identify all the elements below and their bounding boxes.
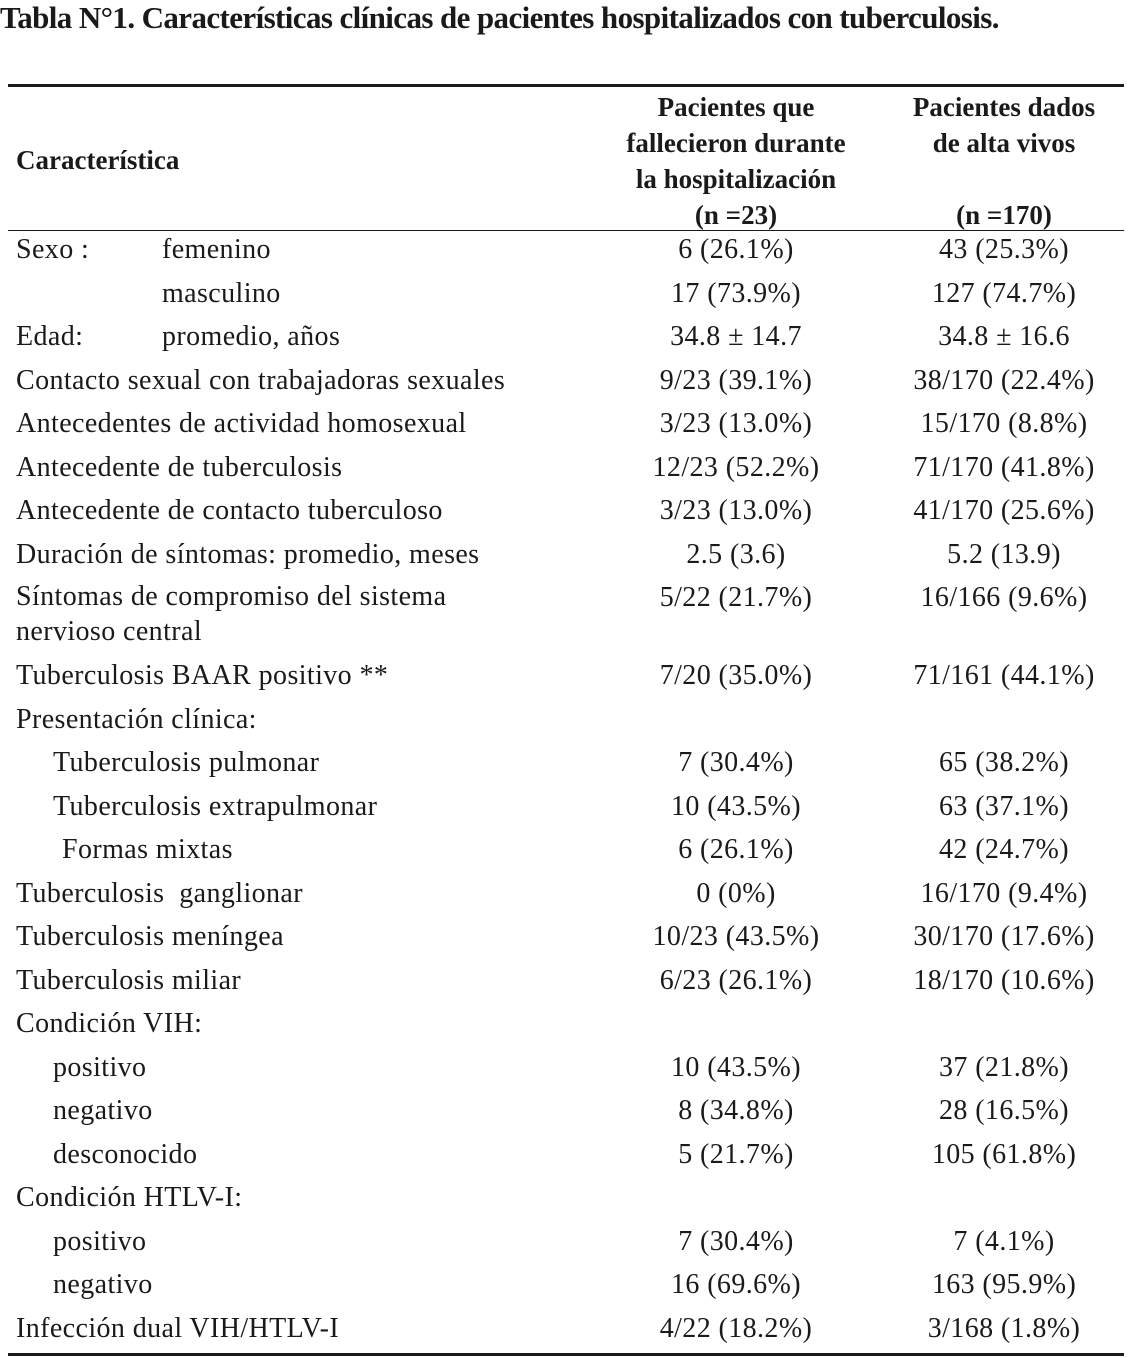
- header-alive-gap: [884, 161, 1124, 197]
- row-label: Duración de síntomas: promedio, meses: [16, 538, 480, 570]
- table-row: [0, 1136, 1144, 1180]
- header-alive-patients: [884, 89, 1124, 233]
- cell-alive: 28 (16.5%): [939, 1095, 1069, 1126]
- cell-died: 4/22 (18.2%): [659, 1312, 813, 1344]
- row-label: negativo: [53, 1095, 153, 1126]
- top-rule: [8, 84, 1124, 87]
- cell-died: 10/23 (43.5%): [652, 921, 820, 952]
- table-row: [0, 318, 1144, 362]
- cell-alive: 63 (37.1%): [939, 790, 1069, 822]
- cell-died: 8 (34.8%): [678, 1095, 794, 1126]
- table-row: [0, 405, 1144, 449]
- row-label-text: Sexo :: [16, 234, 90, 265]
- row-label: Antecedente de contacto tuberculoso: [16, 495, 443, 526]
- table-row: [0, 1266, 1144, 1310]
- table-row: [0, 788, 1144, 832]
- row-label: [16, 231, 576, 269]
- row-label: [16, 318, 576, 356]
- table-row: [0, 1092, 1144, 1136]
- row-label: negativo: [53, 1269, 153, 1300]
- row-label: Tuberculosis ganglionar: [16, 877, 303, 909]
- header-died-line: la hospitalización: [635, 164, 837, 194]
- row-label: Síntomas de compromiso del sistema nervioso central: [16, 581, 447, 647]
- cell-died: 7/20 (35.0%): [659, 660, 813, 691]
- cell-alive: 41/170 (25.6%): [913, 495, 1095, 526]
- cell-alive: 34.8 ± 16.6: [938, 321, 1070, 352]
- row-label: Antecedente de tuberculosis: [16, 451, 343, 483]
- table-row: [0, 657, 1144, 701]
- cell-died: 6 (26.1%): [678, 234, 794, 265]
- header-characteristic: Característica: [16, 145, 180, 175]
- header-alive-line: de alta vivos: [932, 128, 1076, 158]
- row-group-label: Condición VIH:: [16, 1008, 203, 1039]
- header-alive-line: (n =170): [956, 200, 1052, 230]
- row-label: positivo: [53, 1051, 147, 1083]
- table-row: [0, 492, 1144, 536]
- cell-alive: 43 (25.3%): [939, 234, 1069, 265]
- table-row: [0, 875, 1144, 919]
- cell-died: 7 (30.4%): [678, 1225, 794, 1257]
- cell-alive: 15/170 (8.8%): [920, 408, 1088, 439]
- table-row: [0, 962, 1144, 1006]
- cell-alive: 7 (4.1%): [953, 1225, 1055, 1257]
- cell-alive: 71/170 (41.8%): [913, 451, 1095, 483]
- row-group-label: Condición HTLV-I:: [16, 1182, 243, 1213]
- row-label: Contacto sexual con trabajadoras sexuales: [16, 364, 506, 396]
- cell-alive: 127 (74.7%): [931, 277, 1077, 309]
- cell-alive: 38/170 (22.4%): [913, 364, 1095, 396]
- cell-died: 3/23 (13.0%): [659, 495, 813, 526]
- table-row: [0, 1179, 1144, 1223]
- row-group-label: Presentación clínica:: [16, 703, 257, 735]
- row-label: Tuberculosis extrapulmonar: [53, 790, 378, 822]
- table-row: [0, 1310, 1144, 1354]
- cell-died: 7 (30.4%): [678, 747, 794, 778]
- cell-alive: 71/161 (44.1%): [913, 660, 1095, 691]
- header-died-patients: [590, 89, 882, 233]
- header-died-line: fallecieron durante: [626, 128, 846, 158]
- cell-died: 5 (21.7%): [678, 1138, 794, 1170]
- table-row: [0, 275, 1144, 319]
- row-label: Antecedentes de actividad homosexual: [16, 408, 467, 439]
- cell-died: 2.5 (3.6): [686, 538, 786, 570]
- cell-died: 5/22 (21.7%): [659, 582, 813, 613]
- cell-alive: 3/168 (1.8%): [927, 1312, 1081, 1344]
- cell-alive: 37 (21.8%): [939, 1051, 1069, 1083]
- table-row: [0, 362, 1144, 406]
- cell-died: 0 (0%): [696, 877, 776, 909]
- cell-alive: 163 (95.9%): [931, 1269, 1077, 1300]
- row-label: positivo: [53, 1225, 147, 1257]
- header-died-line: Pacientes que: [657, 92, 815, 122]
- cell-died: 6 (26.1%): [678, 834, 794, 865]
- row-label: Tuberculosis meníngea: [16, 921, 284, 952]
- row-label: Tuberculosis miliar: [16, 964, 242, 996]
- cell-alive: 16/166 (9.6%): [920, 582, 1088, 613]
- table-row: [0, 1005, 1144, 1049]
- table-row: [0, 1223, 1144, 1267]
- cell-died: 10 (43.5%): [671, 790, 801, 822]
- cell-died: 9/23 (39.1%): [659, 364, 813, 396]
- row-sublabel: promedio, años: [162, 321, 341, 352]
- table-row: [0, 579, 1144, 657]
- cell-alive: 65 (38.2%): [939, 747, 1069, 778]
- row-label: Tuberculosis pulmonar: [53, 747, 320, 778]
- table-row: [0, 918, 1144, 962]
- row-sublabel: femenino: [162, 234, 271, 265]
- cell-died: 6/23 (26.1%): [659, 964, 813, 996]
- row-label-text: Edad:: [16, 321, 84, 352]
- table-body: [0, 231, 1144, 1353]
- table-row: [0, 744, 1144, 788]
- bottom-rule: [8, 1353, 1124, 1356]
- cell-alive: 16/170 (9.4%): [920, 877, 1088, 909]
- table-row: [0, 1049, 1144, 1093]
- table-row: [0, 701, 1144, 745]
- cell-alive: 18/170 (10.6%): [913, 964, 1095, 996]
- cell-died: 10 (43.5%): [671, 1051, 801, 1083]
- cell-alive: 105 (61.8%): [931, 1138, 1077, 1170]
- cell-died: 12/23 (52.2%): [652, 451, 820, 483]
- cell-alive: 30/170 (17.6%): [913, 921, 1095, 952]
- header-alive-line: Pacientes dados: [912, 92, 1096, 122]
- cell-alive: 42 (24.7%): [939, 834, 1069, 865]
- table-row: [0, 231, 1144, 275]
- cell-died: 34.8 ± 14.7: [670, 321, 802, 352]
- row-label: Tuberculosis BAAR positivo **: [16, 660, 389, 691]
- row-sublabel: masculino: [162, 277, 281, 309]
- row-label: desconocido: [53, 1138, 198, 1170]
- table-row: [0, 449, 1144, 493]
- cell-died: 16 (69.6%): [671, 1269, 801, 1300]
- row-label: Infección dual VIH/HTLV-I: [16, 1312, 340, 1344]
- cell-alive: 5.2 (13.9): [947, 538, 1061, 570]
- cell-died: 3/23 (13.0%): [659, 408, 813, 439]
- table-row: [0, 831, 1144, 875]
- header-died-line: (n =23): [694, 200, 778, 230]
- row-label: Formas mixtas: [62, 834, 233, 865]
- cell-died: 17 (73.9%): [671, 277, 801, 309]
- table-title: Tabla N°1. Características clínicas de pacientes hospitalizados con tuberculosis.: [0, 0, 999, 35]
- table-row: [0, 536, 1144, 580]
